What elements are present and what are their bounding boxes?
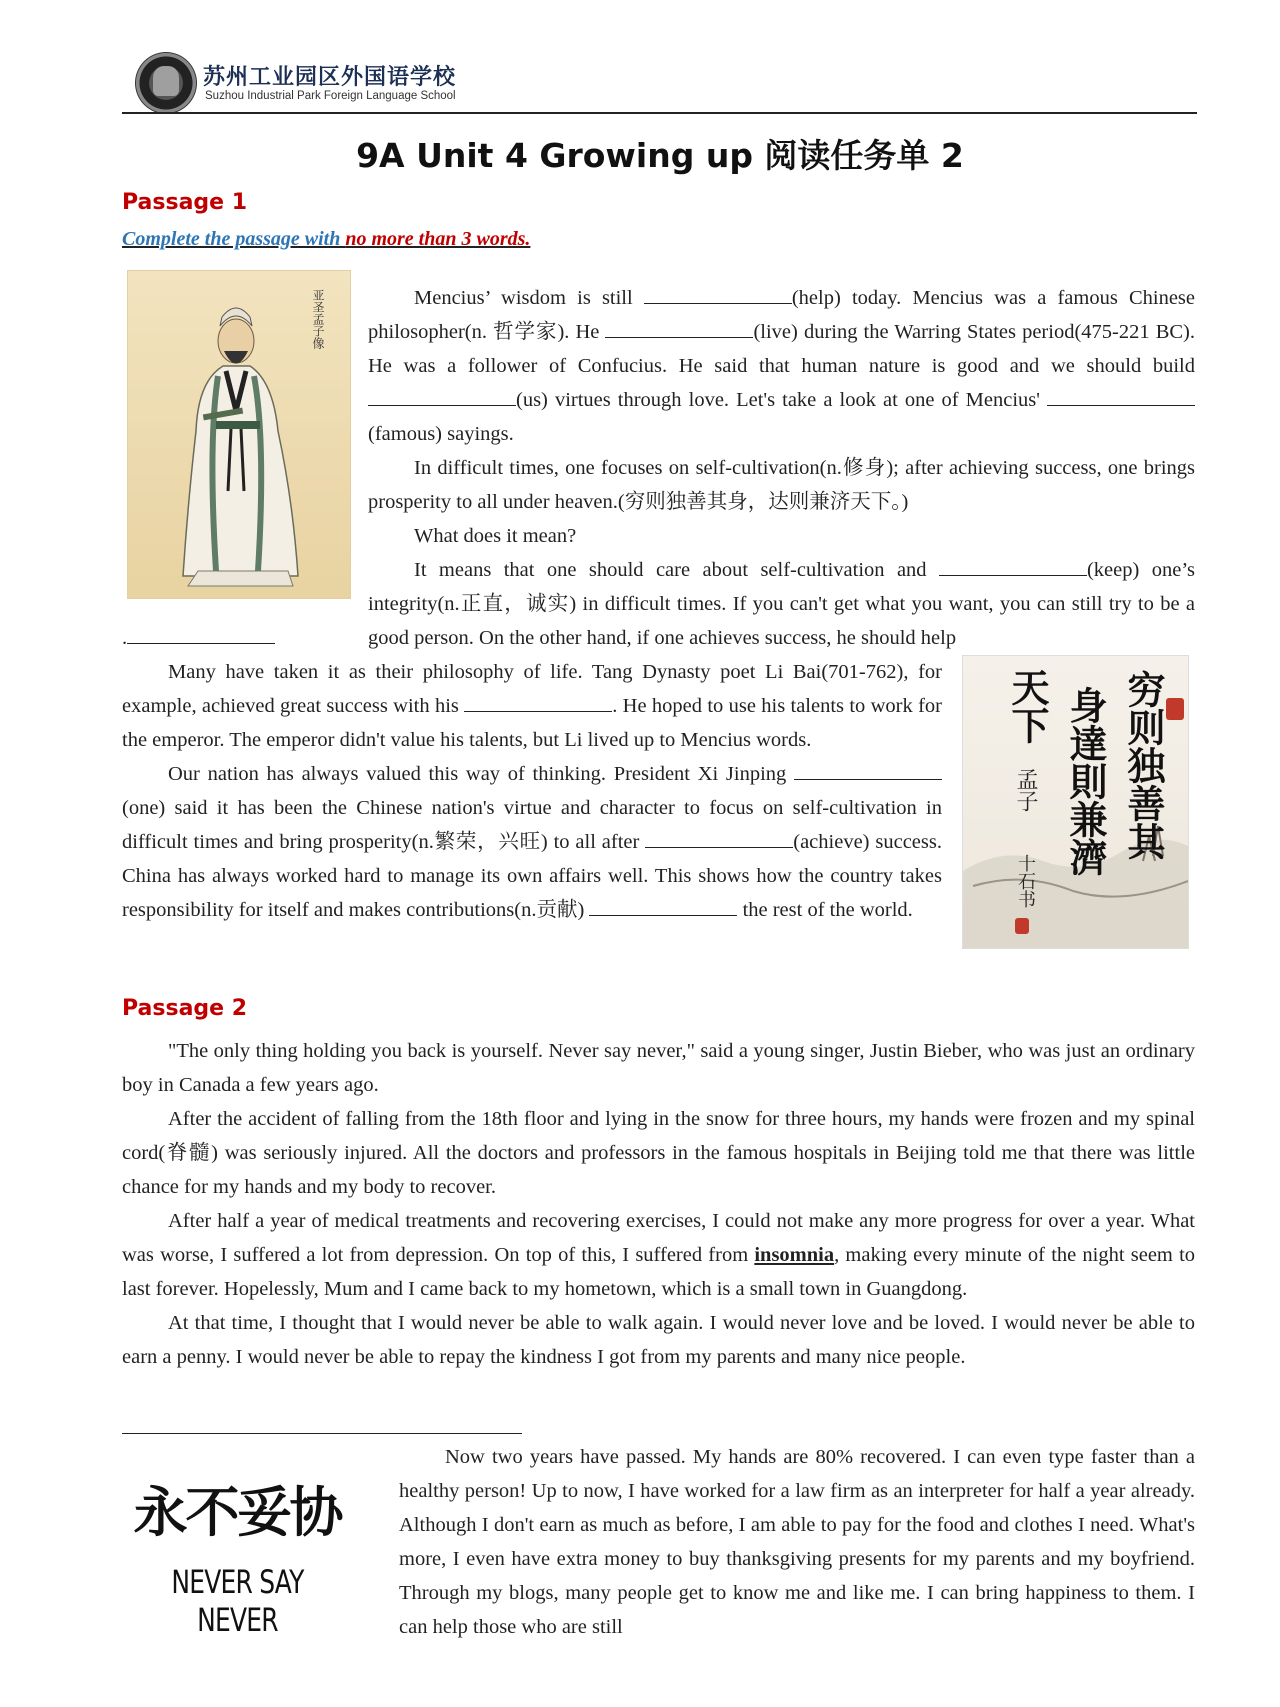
paragraph: What does it mean? [414, 525, 577, 547]
calligraphy-artwork [962, 655, 1189, 949]
passage-2-body [122, 1034, 1195, 1374]
answer-blank-9[interactable] [645, 827, 793, 848]
passage-1-intro [368, 281, 1195, 553]
never-say-never-image [115, 1465, 360, 1639]
answer-blank-2[interactable] [605, 317, 753, 338]
paragraph: "The only thing holding you back is yourself. Never say never," said a young singer, Justin Bieber, who was just an ordinary boy in Canada a few years ago. [122, 1040, 1195, 1096]
never-say-never-en: NEVER SAY NEVER [171, 1563, 304, 1639]
paragraph: It means that one should care about self-cultivation and (keep) one’s integrity(n.正直，诚实) in difficult times. If you can't get what you want, you can still try to be a good person. On the other hand, if one achieves success, he should help [368, 553, 1195, 655]
answer-blank-6[interactable] [127, 623, 275, 644]
passage-2-continued [399, 1440, 1195, 1644]
calligraphy-line-1: 穷则独善其 [1121, 670, 1166, 860]
answer-blank-4[interactable] [1047, 385, 1195, 406]
calligraphy-signature: 十石书 [1015, 854, 1036, 908]
passage-1-instruction [122, 228, 530, 251]
answer-blank-3[interactable] [368, 385, 516, 406]
header-divider [122, 112, 1197, 114]
school-name-cn: 苏州工业园区外国语学校 [203, 64, 457, 90]
passage-2-heading: Passage 2 [122, 996, 248, 1021]
school-name-en: Suzhou Industrial Park Foreign Language School [205, 90, 456, 102]
keyword-insomnia: insomnia [754, 1244, 835, 1266]
calligraphy-author: 孟子 [1013, 768, 1038, 812]
paragraph: Mencius’ wisdom is still (help) today. Mencius was a famous Chinese philosopher(n. 哲学家). He (live) during the Warring States period(475-221 BC). He was a follower of Confucius. He said that human nature is good and we should build (us) virtues through love. Let's take a look at one of Mencius' (famous) sayings. [368, 281, 1195, 451]
answer-blank-5[interactable] [939, 555, 1087, 576]
instruction-text: Complete the passage with [122, 228, 346, 250]
never-say-never-cn: 永不妥协 [133, 1480, 342, 1544]
passage-1-body [122, 655, 942, 927]
passage-1-heading: Passage 1 [122, 190, 248, 215]
answer-blank-7[interactable] [464, 691, 612, 712]
paragraph-continued: . [122, 621, 1195, 655]
paragraph: After half a year of medical treatments and recovering exercises, I could not make any more progress for over a year. What was worse, I suffered a lot from depression. On top of this, I suffered from insomnia, making every minute of the night seem to last forever. Hopelessly, Mum and I came back to my hometown, which is a small town in Guangdong. [122, 1210, 1196, 1300]
portrait-inscription: 亚圣孟子像 [311, 289, 325, 349]
paragraph: In difficult times, one focuses on self-cultivation(n.修身); after achieving success, one brings prosperity to all under heaven.(穷则独善其身，达则兼济天下。) [368, 457, 1195, 513]
paragraph: After the accident of falling from the 18th floor and lying in the snow for three hours, my hands were frozen and my spinal cord(脊髓) was seriously injured. All the doctors and professors in the famous hospitals in Beijing told me that there was little chance for my hands and my body to recover. [122, 1108, 1195, 1198]
instruction-limit: no more than 3 words. [345, 228, 531, 250]
paragraph: Now two years have passed. My hands are 80% recovered. I can even type faster than a healthy person! Up to now, I have worked for a law firm as an interpreter for half a year already. Although I don't earn as much as before, I am able to pay for the food and clothes I need. What's more, I even have extra money to buy thanksgiving presents for my parents and my boyfriend. Through my blogs, many people get to know me and like me. I can bring happiness to them. I can help those who are still [399, 1446, 1195, 1638]
answer-blank-8[interactable] [794, 759, 942, 780]
school-logo [135, 52, 197, 114]
answer-line[interactable] [122, 1433, 522, 1434]
page-title: 9A Unit 4 Growing up 阅读任务单 2 [356, 136, 964, 175]
red-seal-icon [1015, 918, 1029, 934]
passage-1-meaning-end [122, 621, 1195, 655]
paragraph: Our nation has always valued this way of thinking. President Xi Jinping (one) said it has been the Chinese nation's virtue and character to focus on self-cultivation in difficult times and bring prosperity(n.繁荣，兴旺) to all after (achieve) success. China has always worked hard to manage its own affairs well. This shows how the country takes responsibility for itself and makes contributions(n.贡献) the rest of the world. [122, 757, 942, 927]
calligraphy-line-2: 身達則兼濟 [1063, 686, 1108, 876]
mencius-portrait [127, 270, 351, 599]
answer-blank-1[interactable] [644, 283, 792, 304]
red-seal-icon [1166, 698, 1184, 720]
paragraph: Many have taken it as their philosophy of life. Tang Dynasty poet Li Bai(701-762), for example, achieved great success with his . He hoped to use his talents to work for the emperor. The emperor didn't value his talents, but Li lived up to Mencius words. [122, 661, 942, 751]
paragraph: At that time, I thought that I would never be able to walk again. I would never love and be loved. I would never be able to earn a penny. I would never be able to repay the kindness I got from my parents and many nice people. [122, 1312, 1195, 1368]
school-header [135, 52, 1195, 114]
answer-blank-10[interactable] [589, 895, 737, 916]
calligraphy-line-3: 天下 [1005, 668, 1050, 744]
